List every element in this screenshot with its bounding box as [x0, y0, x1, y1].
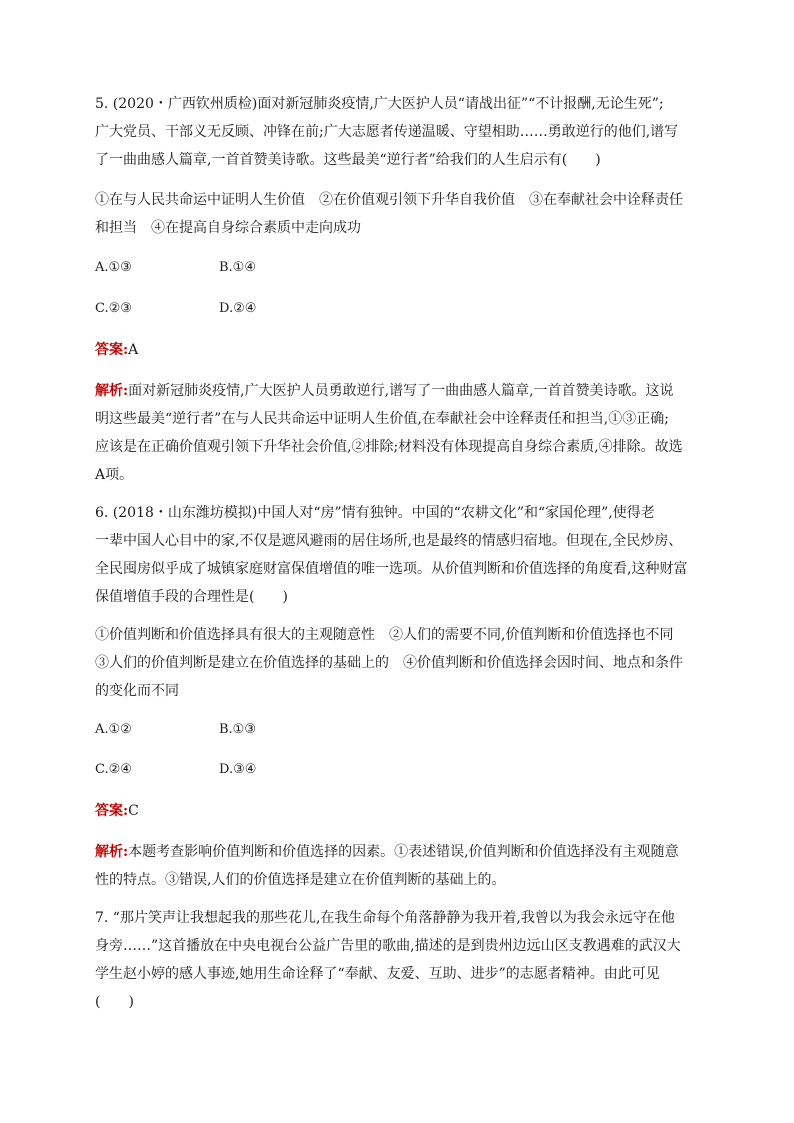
- q5-stem-line-1: 5. (2020・广西钦州质检)面对新冠肺炎疫情,广大医护人员“请战出征”“不计报酬,无论生死”;: [95, 96, 664, 112]
- question-5-statements: [95, 186, 700, 242]
- q5-option-c: C.②③: [95, 301, 132, 316]
- q6-analysis-line-1: 本题考查影响价值判断和价值选择的因素。①表述错误,价值判断和价值选择没有主观随意: [128, 844, 679, 860]
- q5-analysis-line-3: 应该是在正确价值观引领下升华社会价值,②排除;材料没有体现提高自身综合素质,④排除。故选: [95, 439, 683, 455]
- q7-stem-line-2: 身旁……”这首播放在中央电视台公益广告里的歌曲,描述的是到贵州边远山区支教遇难的武汉大: [95, 938, 681, 954]
- q7-stem-line-3: 学生赵小婷的感人事迹,她用生命诠释了“奉献、友爱、互助、进步”的志愿者精神。由此可见: [95, 966, 660, 982]
- q5-stem-line-3: 了一曲曲感人篇章,一首首赞美诗歌。这些最美“逆行者”给我们的人生启示有( ): [95, 152, 601, 168]
- q5-answer: [95, 336, 700, 364]
- q5-analysis-line-4: A项。: [95, 467, 134, 483]
- q5-analysis: [95, 377, 700, 489]
- q6-statement-line-3: 的变化而不同: [95, 683, 179, 699]
- q5-option-b: B.①④: [219, 260, 256, 275]
- q6-option-b: B.①③: [219, 722, 256, 737]
- q6-option-a: A.①②: [95, 722, 132, 737]
- question-6-statements: [95, 621, 700, 705]
- q5-statement-line-2: 和担当 ④在提高自身综合素质中走向成功: [95, 220, 361, 236]
- q5-analysis-line-1: 面对新冠肺炎疫情,广大医护人员勇敢逆行,谱写了一曲曲感人篇章,一首首赞美诗歌。这说: [128, 383, 674, 399]
- q6-stem-line-4: 保值增值手段的合理性是( ): [95, 589, 288, 605]
- q6-stem-line-2: 一辈中国人心目中的家,不仅是遮风避雨的居住场所,也是最终的情感归宿地。但现在,全民炒房、: [95, 533, 683, 549]
- q6-option-d: D.③④: [219, 762, 257, 777]
- q6-answer: [95, 797, 700, 825]
- q6-analysis-label: 解析:: [95, 844, 129, 860]
- q5-option-a: A.①③: [95, 260, 132, 275]
- q7-stem-line-1: 7. “那片笑声让我想起我的那些花儿,在我生命每个角落静静为我开着,我曾以为我会永远守在他: [95, 910, 675, 926]
- q6-statement-line-1: ①价值判断和价值选择具有很大的主观随意性 ②人们的需要不同,价值判断和价值选择也不同: [95, 627, 674, 643]
- q6-analysis-line-2: 性的特点。③错误,人们的价值选择是建立在价值判断的基础上的。: [95, 872, 506, 888]
- q6-stem-line-3: 全民囤房似乎成了城镇家庭财富保值增值的唯一选项。从价值判断和价值选择的角度看,这种财富: [95, 561, 688, 577]
- q5-analysis-line-2: 明这些最美“逆行者”在与人民共命运中证明人生价值,在奉献社会中诠释责任和担当,①③正确;: [95, 411, 669, 427]
- question-5-stem: [95, 90, 700, 174]
- q6-option-c: C.②④: [95, 762, 132, 777]
- question-7-stem: [95, 904, 700, 1016]
- q6-answer-label: 答案:: [95, 803, 129, 819]
- q5-analysis-label: 解析:: [95, 383, 129, 399]
- q5-answer-label: 答案:: [95, 342, 129, 358]
- q6-stem-line-1: 6. (2018・山东潍坊模拟)中国人对“房”情有独钟。中国的“农耕文化”和“家国伦理”,使得老: [95, 505, 655, 521]
- q6-answer-value: C: [128, 803, 139, 819]
- q6-analysis: [95, 838, 700, 894]
- q5-option-d: D.②④: [219, 301, 257, 316]
- question-6-stem: [95, 499, 700, 611]
- q7-stem-line-4: ( ): [95, 994, 134, 1010]
- q5-stem-line-2: 广大党员、干部义无反顾、冲锋在前;广大志愿者传递温暖、守望相助……勇敢逆行的他们,谱写: [95, 124, 679, 140]
- q5-answer-value: A: [128, 342, 139, 358]
- q5-statement-line-1: ①在与人民共命运中证明人生价值 ②在价值观引领下升华自我价值 ③在奉献社会中诠释责任: [95, 192, 683, 208]
- q6-statement-line-2: ③人们的价值判断是建立在价值选择的基础上的 ④价值判断和价值选择会因时间、地点和条件: [95, 655, 683, 671]
